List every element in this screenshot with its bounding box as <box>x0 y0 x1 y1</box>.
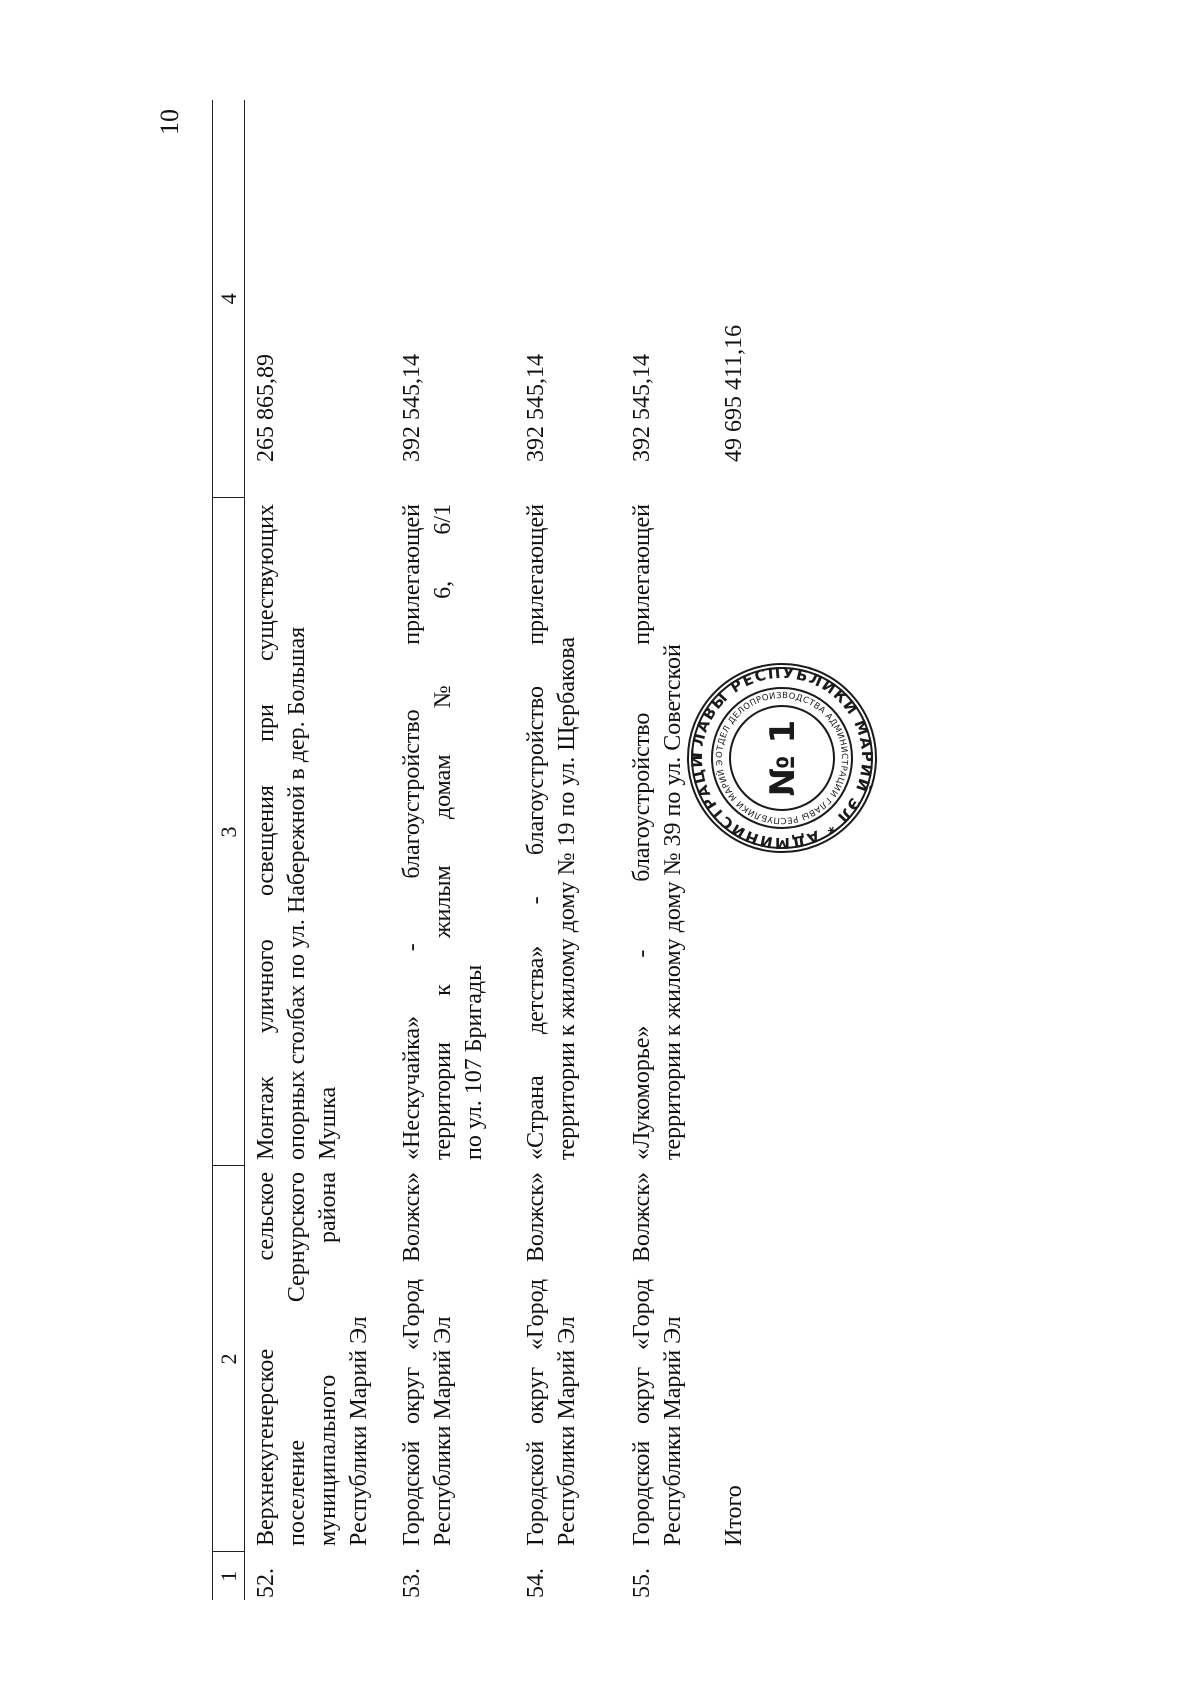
svg-text:ГЛАВЫ РЕСПУБЛИКИ МАРИЙ ЭЛ * АД: ГЛАВЫ РЕСПУБЛИКИ МАРИЙ ЭЛ * АДМИНИСТРАЦИ <box>687 663 877 853</box>
description-line: «Лукоморье» - благоустройство прилегающей <box>629 504 655 1160</box>
description-line: территории к жилому дому № 19 по ул. Щербакова <box>554 636 580 1160</box>
municipality-line: Городской округ «Город Волжск» <box>399 1172 425 1546</box>
table-row <box>515 100 621 1600</box>
description-line: Мушка <box>315 1086 341 1160</box>
svg-text:ОТДЕЛ ДЕЛОПРОИЗВОДСТВА АДМИНИС: ОТДЕЛ ДЕЛОПРОИЗВОДСТВА АДМИНИСТРАЦИИ ГЛАВЫ РЕСПУБЛИКИ МАРИЙ Э <box>714 690 850 826</box>
description-cell <box>391 498 515 1166</box>
page-number: 10 <box>155 109 184 135</box>
municipality-line: муниципального района <box>315 1172 341 1546</box>
municipality-line: Городской округ «Город Волжск» <box>629 1172 655 1546</box>
amount-cell: 392 545,14 <box>399 354 425 462</box>
municipality-line: Республики Марий Эл <box>346 1316 372 1546</box>
description-line: Монтаж уличного освещения при существующих <box>253 504 279 1160</box>
municipality-line: Республики Марий Эл <box>660 1316 686 1546</box>
row-number: 54. <box>523 1568 549 1598</box>
header-row <box>213 100 245 1600</box>
row-number: 55. <box>629 1568 655 1598</box>
municipality-cell <box>391 1166 515 1552</box>
description-cell <box>245 498 392 1166</box>
total-empty-cell <box>713 1552 779 1600</box>
header-cell: 3 <box>213 498 245 1166</box>
description-line: «Нескучайка» - благоустройство прилегающей <box>399 504 425 1160</box>
municipality-line: Республики Марий Эл <box>430 1316 456 1546</box>
description-line: «Страна детства» - благоустройство прилегающей <box>523 504 549 1160</box>
amount-cell: 392 545,14 <box>629 354 655 462</box>
municipality-line: поселение Сернурского <box>284 1172 310 1546</box>
row-number: 53. <box>399 1568 425 1598</box>
seal-graphic <box>684 660 880 856</box>
total-amount: 49 695 411,16 <box>721 324 747 462</box>
table-row <box>391 100 515 1600</box>
row-number: 52. <box>253 1568 279 1598</box>
description-line: территории к жилым домам № 6, 6/1 <box>430 504 456 1160</box>
amount-cell: 265 865,89 <box>253 354 279 462</box>
description-line: опорных столбах по ул. Набережной в дер. Большая <box>284 626 310 1160</box>
municipality-line: Верхнекугенерское сельское <box>253 1172 279 1546</box>
description-cell <box>515 498 621 1166</box>
description-line: территории к жилому дому № 39 по ул. Советской <box>660 644 686 1160</box>
amount-cell: 392 545,14 <box>523 354 549 462</box>
municipality-cell <box>245 1166 392 1552</box>
header-cell: 2 <box>213 1166 245 1552</box>
header-cell: 1 <box>213 1552 245 1600</box>
municipality-cell <box>621 1166 713 1552</box>
table-row <box>245 100 392 1600</box>
svg-text:№ 1: № 1 <box>763 719 803 797</box>
description-line: по ул. 107 Бригады <box>461 964 487 1160</box>
header-cell: 4 <box>213 100 245 498</box>
official-seal <box>684 660 880 856</box>
municipality-cell <box>515 1166 621 1552</box>
municipality-line: Республики Марий Эл <box>554 1316 580 1546</box>
total-label: Итого <box>721 1485 747 1546</box>
municipality-line: Городской округ «Город Волжск» <box>523 1172 549 1546</box>
